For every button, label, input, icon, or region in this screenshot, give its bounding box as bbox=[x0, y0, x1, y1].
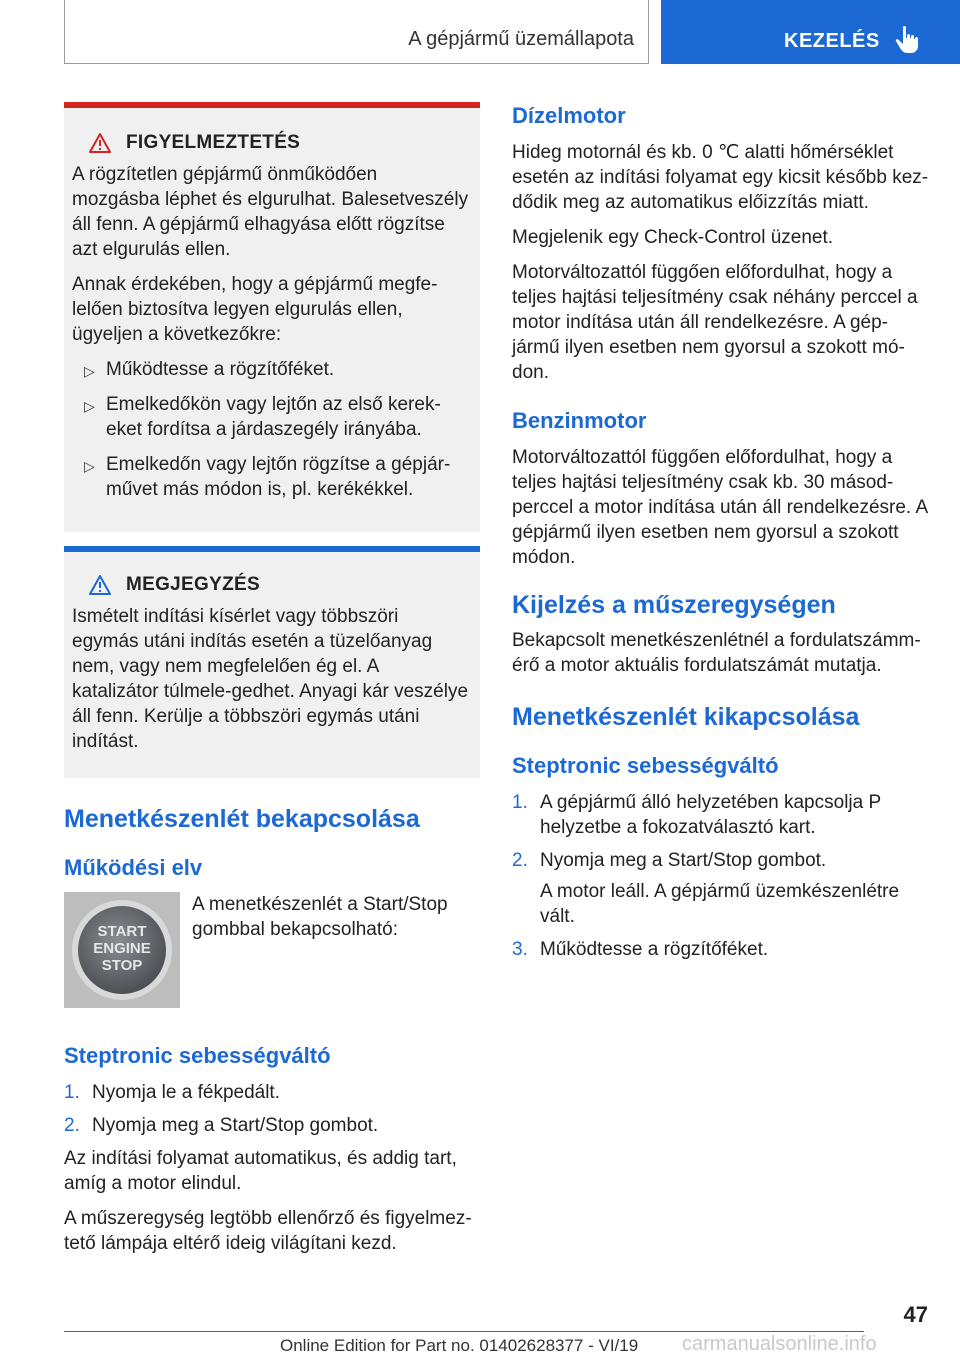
page-number: 47 bbox=[903, 1302, 928, 1327]
subheading-petrol: Benzinmotor bbox=[512, 408, 647, 433]
step-number: 2. bbox=[512, 850, 528, 871]
subheading-principle: Működési elv bbox=[64, 855, 203, 880]
list-item bbox=[512, 937, 930, 962]
list-item bbox=[72, 452, 470, 502]
subheading-diesel: Dízelmotor bbox=[512, 103, 626, 128]
step-number: 1. bbox=[64, 1082, 80, 1103]
section-heading-switch-off: Menetkészenlét kikapcsolása bbox=[512, 703, 860, 731]
warning-box bbox=[64, 102, 480, 532]
warning-title: FIGYELMEZTETÉS bbox=[126, 132, 301, 153]
list-item bbox=[64, 1080, 480, 1105]
warning-paragraph-1: A rögzítetlen gépjármű önműködően mozgásba léphet és elgurulhat. Balesetveszély áll fenn. A gépjármű elhagyása előtt rögzítse azt elgurulás ellen. bbox=[72, 164, 469, 260]
section-heading-display: Kijelzés a műszeregységen bbox=[512, 591, 836, 619]
footer-divider bbox=[64, 1331, 864, 1332]
subheading-steptronic-off: Steptronic sebességváltó bbox=[512, 753, 779, 778]
step-text: Nyomja meg a Start/Stop gombot. bbox=[540, 850, 827, 871]
step-text: Működtesse a rögzítőféket. bbox=[540, 939, 769, 960]
note-title: MEGJEGYZÉS bbox=[126, 574, 260, 595]
step-number: 1. bbox=[512, 792, 528, 813]
section-heading-switch-on: Menetkészenlét bekapcsolása bbox=[64, 805, 420, 833]
start-engine-stop-icon bbox=[64, 892, 180, 1008]
caution-triangle-icon bbox=[88, 574, 112, 596]
step-result-text: A motor leáll. A gépjármű üzemkészenlétre vált. bbox=[540, 881, 900, 927]
note-paragraph: Ismételt indítási kísérlet vagy többszöri egymás utáni indítás esetén a tüzelőanyag nem, vagy nem megfelelően ég el. A katalizátor túlmele-gedhet. Anyagi kár veszélye áll fenn. Kerülje a többszöri egymás utáni indítást. bbox=[72, 606, 469, 752]
step-number: 2. bbox=[64, 1115, 80, 1136]
start-steps-list bbox=[64, 1080, 480, 1138]
triangle-bullet-icon: ▷ bbox=[84, 458, 95, 474]
step-text: Nyomja meg a Start/Stop gombot. bbox=[92, 1115, 379, 1136]
start-stop-button-image bbox=[64, 892, 180, 1008]
button-text-stop: STOP bbox=[101, 957, 143, 974]
warning-triangle-icon bbox=[88, 132, 112, 154]
diesel-paragraph-3: Motorváltozattól függően előfordulhat, hogy a teljes hajtási teljesítmény csak néhány perccel a motor indítása után áll rendelkezésre. A gép-jármű ilyen esetben nem gyorsul a szokott mó-don. bbox=[512, 262, 918, 383]
note-box bbox=[64, 546, 480, 778]
diesel-paragraph-2: Megjelenik egy Check-Control üzenet. bbox=[512, 227, 834, 248]
figure-row bbox=[64, 892, 480, 1008]
left-column bbox=[64, 102, 480, 1266]
header-section-title: A gépjármű üzemállapota bbox=[408, 28, 634, 50]
triangle-bullet-icon: ▷ bbox=[84, 398, 95, 414]
petrol-paragraph: Motorváltozattól függően előfordulhat, hogy a teljes hajtási teljesítmény csak kb. 30 másod-perccel a motor indítása után áll rendelkezésre. A gépjármű ilyen esetben nem gyorsul a szokott módon. bbox=[512, 447, 928, 568]
header-chapter-label: KEZELÉS bbox=[784, 30, 880, 52]
figure-caption: A menetkészenlét a Start/Stop gombbal bekapcsolható: bbox=[192, 894, 448, 940]
list-item-text: Működtesse a rögzítőféket. bbox=[106, 359, 335, 380]
footer-edition: Online Edition for Part no. 01402628377 - VI/19 bbox=[280, 1336, 639, 1355]
list-item bbox=[72, 392, 470, 442]
button-text-start: START bbox=[97, 923, 147, 940]
list-item bbox=[72, 357, 470, 382]
button-text-engine: ENGINE bbox=[93, 940, 151, 957]
step-text: A gépjármű álló helyzetében kapcsolja P helyzetbe a fokozatválasztó kart. bbox=[540, 792, 881, 838]
hand-pointer-icon bbox=[895, 25, 923, 55]
list-item-text: Emelkedőn vagy lejtőn rögzítse a gépjár-művet más módon is, pl. kerékékkel. bbox=[106, 454, 451, 500]
warning-title-row bbox=[72, 132, 470, 154]
watermark: carmanualsonline.info bbox=[682, 1333, 877, 1355]
warning-list bbox=[72, 357, 470, 502]
warning-paragraph-2: Annak érdekében, hogy a gépjármű megfe-lelően biztosítva legyen elgurulás ellen, ügyeljen a következőkre: bbox=[72, 274, 438, 345]
step-number: 3. bbox=[512, 939, 528, 960]
step-text: Nyomja le a fékpedált. bbox=[92, 1082, 280, 1103]
header-chapter-tab[interactable] bbox=[661, 0, 960, 64]
header-section-box bbox=[64, 0, 649, 64]
triangle-bullet-icon: ▷ bbox=[84, 363, 95, 379]
start-paragraph-2: A műszeregység legtöbb ellenőrző és figyelmez-tető lámpája eltérő ideig világítani kezd. bbox=[64, 1208, 472, 1254]
note-title-row bbox=[72, 574, 470, 596]
list-item bbox=[512, 848, 930, 929]
list-item bbox=[64, 1113, 480, 1138]
subheading-steptronic: Steptronic sebességváltó bbox=[64, 1043, 331, 1068]
stop-steps-list bbox=[512, 790, 930, 962]
display-paragraph: Bekapcsolt menetkészenlétnél a fordulatszámm-érő a motor aktuális fordulatszámát mutatja. bbox=[512, 630, 921, 676]
list-item bbox=[512, 790, 930, 840]
diesel-paragraph-1: Hideg motornál és kb. 0 ℃ alatti hőmérséklet esetén az indítási folyamat egy kicsit később kez-dődik meg az automatikus előizzítás miatt. bbox=[512, 142, 929, 213]
start-paragraph-1: Az indítási folyamat automatikus, és addig tart, amíg a motor elindul. bbox=[64, 1148, 457, 1194]
list-item-text: Emelkedőkön vagy lejtőn az első kerek-eket fordítsa a járdaszegély irányába. bbox=[106, 394, 441, 440]
right-column bbox=[512, 102, 930, 970]
